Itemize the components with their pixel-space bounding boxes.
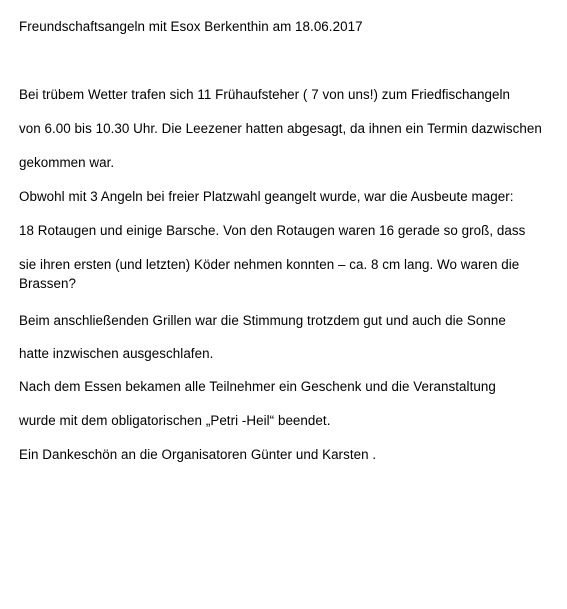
paragraph-line: Beim anschließenden Grillen war die Stimmung trotzdem gut und auch die Sonne: [19, 313, 506, 328]
paragraph-line: Bei trübem Wetter trafen sich 11 Frühaufsteher ( 7 von uns!) zum Friedfischangeln: [19, 87, 511, 102]
paragraph-line: gekommen war.: [19, 155, 115, 170]
paragraph-line: hatte inzwischen ausgeschlafen.: [19, 346, 214, 361]
paragraph-line: Obwohl mit 3 Angeln bei freier Platzwahl geangelt wurde, war die Ausbeute mager:: [19, 189, 514, 204]
paragraph-line: Ein Dankeschön an die Organisatoren Günter und Karsten .: [19, 447, 377, 462]
paragraph-line: von 6.00 bis 10.30 Uhr. Die Leezener hatten abgesagt, da ihnen ein Termin dazwischen: [19, 121, 542, 136]
paragraph-line: sie ihren ersten (und letzten) Köder nehmen konnten – ca. 8 cm lang. Wo waren die: [19, 257, 520, 272]
paragraph-line: Nach dem Essen bekamen alle Teilnehmer ein Geschenk und die Veranstaltung: [19, 379, 496, 394]
paragraph-line: Brassen?: [19, 276, 76, 291]
paragraph-line: 18 Rotaugen und einige Barsche. Von den Rotaugen waren 16 gerade so groß, dass: [19, 223, 526, 238]
document-title: Freundschaftsangeln mit Esox Berkenthin am 18.06.2017: [19, 19, 363, 34]
paragraph-line: wurde mit dem obligatorischen „Petri -Heil“ beendet.: [19, 413, 331, 428]
